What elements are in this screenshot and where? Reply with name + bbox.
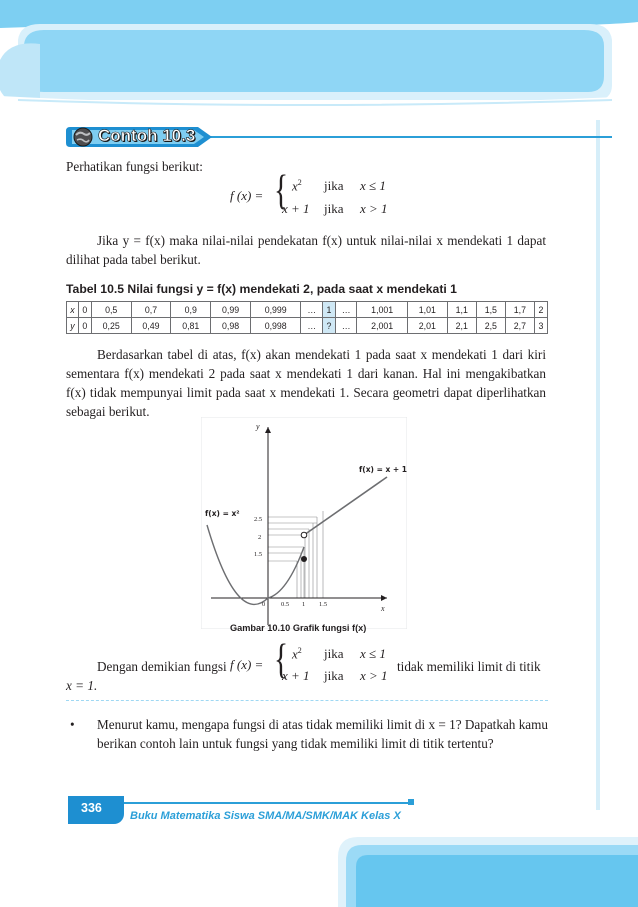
y-axis-label: y: [256, 422, 260, 431]
case1-expr: $x^2$: [292, 178, 302, 194]
table-cell: 0: [78, 302, 91, 318]
case1-word-2: jika: [324, 646, 344, 661]
footer-rule: [112, 802, 412, 804]
table-cell: 3: [534, 318, 547, 334]
graph-caption: Gambar 10.10 Grafik fungsi f(x): [230, 623, 367, 633]
piecewise-function: [230, 168, 410, 220]
case2-cond: x > 1: [360, 201, 388, 216]
table-cell: 1: [322, 302, 335, 318]
table-cell: 0,99: [211, 302, 251, 318]
example-title: Contoh 10.3: [98, 126, 196, 145]
case1-cond: x ≤ 1: [360, 178, 386, 193]
bullet-question: Menurut kamu, mengapa fungsi di atas tidak memiliki limit di x = 1? Dapatkah kamu berikan contoh lain untuk fungsi yang tidak memiliki limit di titik tertentu?: [97, 717, 548, 751]
paragraph-1: Jika y = f(x) maka nilai-nilai pendekatan f(x) untuk nilai-nilai x mendekati 1 dapat dilihat pada tabel berikut.: [66, 233, 546, 267]
page-number: 336: [81, 801, 102, 815]
table-cell: …: [335, 302, 357, 318]
case2-expr: x + 1: [282, 201, 310, 216]
table-cell: 0,81: [171, 318, 211, 334]
table-cell: …: [301, 302, 323, 318]
label-left: f(x) = x²: [205, 509, 240, 518]
table-cell: 1,1: [447, 302, 476, 318]
piecewise-function-inline: [230, 637, 400, 689]
table-cell: 0,49: [131, 318, 171, 334]
table-title: Tabel 10.5 Nilai fungsi y = f(x) mendekati 2, pada saat x mendekati 1: [66, 282, 457, 296]
y-tick-1: 2: [258, 534, 262, 541]
table-cell: 1,001: [357, 302, 408, 318]
paragraph-2: Berdasarkan tabel di atas, f(x) akan mendekati 1 pada saat x mendekati 1 dari kiri sementara f(x) mendekati 2 pada saat x mendekati 1 dari kanan. Hal ini mengakibatkan f(x) tidak mempunyai limit pada saat x mendekati 1. Secara geometri dapat diperlihatkan sebagai berikut.: [66, 347, 546, 419]
table-cell: 0,9: [171, 302, 211, 318]
table-cell: 2,01: [407, 318, 447, 334]
page-number-badge: [68, 796, 124, 824]
open-point: [301, 532, 307, 538]
table-cell: 0,999: [250, 302, 301, 318]
table-cell: 0,5: [91, 302, 131, 318]
x-tick-2: 1.5: [319, 601, 328, 608]
brace-symbol: {: [274, 168, 289, 214]
footer-rule-end: [408, 799, 414, 805]
table-cell: ?: [322, 318, 335, 334]
paragraph-3-start: Dengan demikian fungsi: [97, 659, 227, 674]
book-title: Buku Matematika Siswa SMA/MA/SMK/MAK Kelas X: [130, 810, 401, 822]
piecewise-lhs-2: f (x) =: [230, 657, 264, 672]
brace-symbol-2: {: [274, 637, 289, 683]
table-cell: 1,7: [505, 302, 534, 318]
case1-word: jika: [324, 178, 344, 193]
y-tick-2: 1.5: [254, 551, 263, 558]
values-table: [66, 301, 548, 334]
case2-word: jika: [324, 201, 344, 216]
header-banner: [0, 0, 638, 118]
page-corner-tab: [338, 837, 638, 907]
paragraph-3-end: tidak memiliki limit di titik: [397, 659, 541, 674]
table-cell: 2,001: [357, 318, 408, 334]
table-cell: y: [67, 318, 79, 334]
x-tick-1: 1: [302, 601, 306, 608]
table-cell: x: [67, 302, 79, 318]
table-cell: 2,5: [476, 318, 505, 334]
case1-cond-2: x ≤ 1: [360, 646, 386, 661]
closed-point: [301, 556, 307, 562]
table-cell: …: [301, 318, 323, 334]
side-bar-decoration: [596, 120, 600, 810]
label-right: f(x) = x + 1: [359, 465, 407, 474]
table-cell: 2,7: [505, 318, 534, 334]
table-cell: 0,98: [211, 318, 251, 334]
globe-icon: [72, 126, 94, 148]
table-cell: 1,01: [407, 302, 447, 318]
section-divider: [66, 700, 548, 701]
table-row-y: [67, 318, 548, 334]
piecewise-lhs: f (x) =: [230, 188, 264, 203]
table-cell: …: [335, 318, 357, 334]
x-tick-0: 0.5: [281, 601, 290, 608]
paragraph-3-tail: x = 1.: [66, 678, 98, 693]
table-cell: 1,5: [476, 302, 505, 318]
case1-expr-2: $x^2$: [292, 646, 302, 662]
case2-word-2: jika: [324, 668, 344, 683]
function-graph: [201, 417, 407, 629]
intro-text: Perhatikan fungsi berikut:: [66, 159, 203, 174]
table-row-x: [67, 302, 548, 318]
table-cell: 0,25: [91, 318, 131, 334]
case2-expr-2: x + 1: [282, 668, 310, 683]
y-tick-0: 2.5: [254, 516, 263, 523]
case2-cond-2: x > 1: [360, 668, 388, 683]
x-axis-label: x: [381, 604, 385, 613]
table-cell: 2: [534, 302, 547, 318]
example-header: [66, 124, 562, 150]
table-cell: 0,7: [131, 302, 171, 318]
table-cell: 2,1: [447, 318, 476, 334]
bullet-marker: •: [70, 717, 75, 732]
title-rule: [206, 136, 612, 138]
origin-label: 0: [262, 601, 266, 608]
table-cell: 0: [78, 318, 91, 334]
table-cell: 0,998: [250, 318, 301, 334]
